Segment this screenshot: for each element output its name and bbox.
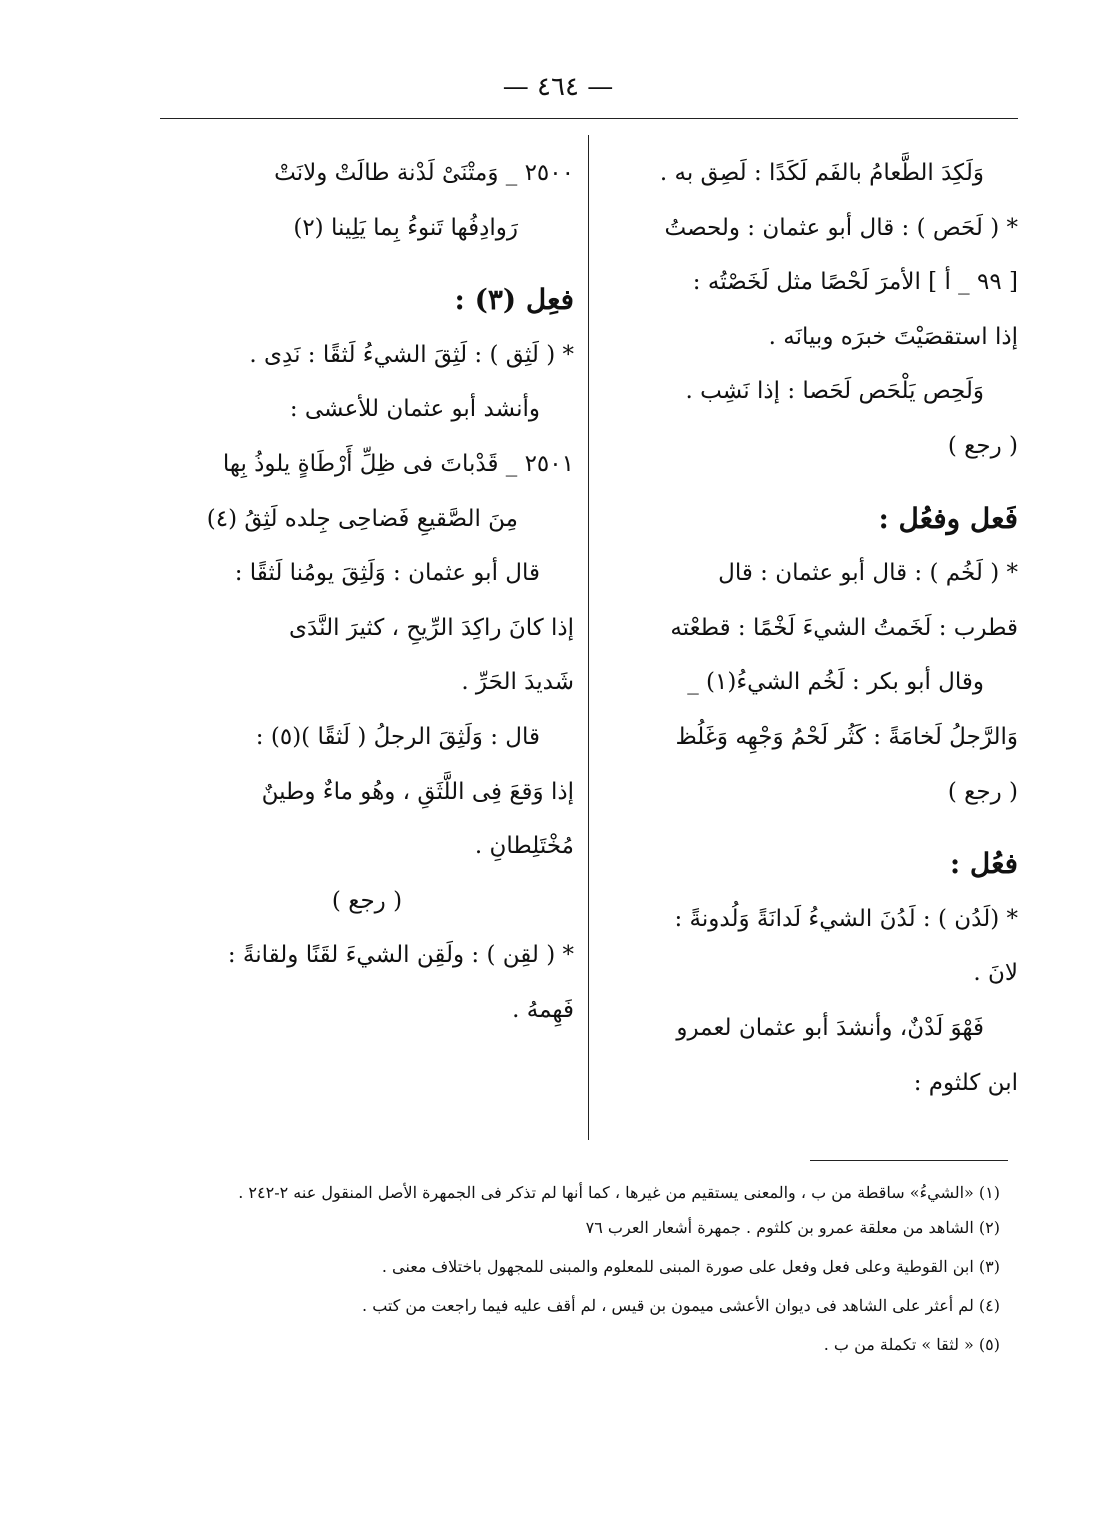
entry-line: * ( لَخُم ) : قال أبو عثمان : قال: [718, 560, 1018, 587]
footnote: (٤) لم أعثر على الشاهد فى ديوان الأعشى ميمون بن قيس ، لم أقف عليه فيما راجعت من كتب .: [362, 1296, 1000, 1315]
text-line: قال أبو عثمان : وَلَثِقَ يومُنا لَثقًا :: [234, 560, 540, 587]
left-column: [160, 146, 574, 1038]
return-marker: ( رجع ): [331, 887, 403, 914]
verse-line: مِنَ الصَّقيعِ فَضاحِى جِلده لَثِقُ (٤): [206, 505, 518, 532]
footnote: (٣) ابن القوطية وعلى فعل وفعل على صورة المبنى للمعلوم والمبنى للمجهول باختلاف معنى .: [381, 1257, 1000, 1276]
text-line: [ ٩٩ _ أ ] الأمرَ لَحْصًا مثل لَخَصْتُه :: [692, 269, 1018, 296]
entry-line: * ( لقِن ) : ولَقِن الشيءَ لقَنًا ولقانةً :: [227, 942, 574, 969]
section-heading: فَعل وفعُل :: [878, 501, 1018, 535]
return-marker: ( رجع ): [947, 778, 1018, 805]
footnote: (١) «الشيءُ» ساقطة من ب ، والمعنى يستقيم من غيرها ، كما أنها لم تذكر فى الجمهرة الأصل المنقول عنه ٢-٢٤٢ .: [238, 1183, 1000, 1202]
page-number: — ٤٦٤ —: [502, 72, 614, 102]
header-rule: [160, 118, 1018, 119]
verse-line: رَوادِفُها تَنوءُ بِما يَلِينا (٢): [293, 214, 518, 241]
text-line: قال : وَلَثِقَ الرجلُ ( لَثقًا )(٥) :: [255, 723, 540, 750]
text-line: ابن كلثوم :: [913, 1069, 1018, 1096]
text-line: وأنشد أبو عثمان للأعشى :: [289, 396, 540, 423]
text-line: شَديدَ الحَرِّ .: [461, 669, 574, 696]
text-line: وَلَكِدَ الطَّعامُ بالفَم لَكَدًا : لَصِق به .: [659, 160, 984, 186]
text-line: وَلَحِص يَلْحَص لَحَصا : إذا نَشِب .: [685, 378, 984, 405]
text-line: وقال أبو بكر : لَخُم الشيءُ(١) _: [687, 669, 984, 696]
footnote: (٥) « لثقا » تكملة من ب .: [823, 1335, 1000, 1354]
entry-line: * (لَدُن ) : لَدُنَ الشيءُ لَدانَةً وَلُدونةً :: [674, 905, 1018, 932]
return-marker: ( رجع ): [947, 432, 1018, 459]
text-line: مُخْتَلِطانِ .: [474, 833, 574, 860]
text-line: قطرب : لَخَمتُ الشيءَ لَخْمًا : قطعْته: [670, 614, 1018, 641]
text-line: إذا استقصَيْتَ خبرَه وبيانَه .: [768, 323, 1018, 350]
entry-line: * ( لَحَص ) : قال أبو عثمان : ولحصتُ: [664, 214, 1018, 241]
text-line: إذا كانَ راكِدَ الرِّيحِ ، كثيرَ النَّدَى: [289, 614, 574, 641]
right-column: [600, 146, 1018, 1110]
footnotes: [170, 1178, 1000, 1369]
text-line: فَهِمهُ .: [512, 996, 574, 1023]
column-divider: [588, 135, 589, 1140]
text-line: لانَ .: [973, 960, 1018, 987]
text-line: وَالرَّجلُ لَخامَةً : كَثُر لَحْمُ وَجْهِه وَغَلُظ: [675, 723, 1018, 750]
section-heading: فعُل :: [949, 847, 1018, 881]
verse-line: ٢٥٠١ _ قَدْباتَ فى ظِلِّ أَرْطَاةٍ يلوذُ بِها: [222, 450, 574, 477]
footnote: (٢) الشاهد من معلقة عمرو بن كلثوم . جمهرة أشعار العرب ٧٦: [585, 1218, 1000, 1237]
footnote-rule: [810, 1160, 1008, 1161]
verse-line: ٢٥٠٠ _ وَمتْنَىْ لَدْنة طالَتْ ولانَتْ: [274, 160, 574, 186]
section-heading: فعِل (٣) :: [454, 283, 574, 317]
entry-line: * ( لَثِق ) : لَثِقَ الشيءُ لَثقًا : نَدِى .: [249, 341, 574, 368]
text-line: فَهْوَ لَدْنٌ، وأنشدَ أبو عثمان لعمرو: [676, 1014, 984, 1041]
text-line: إذا وَقعَ فِى اللَّثَقِ ، وهُو ماءٌ وطينٌ: [261, 778, 574, 805]
